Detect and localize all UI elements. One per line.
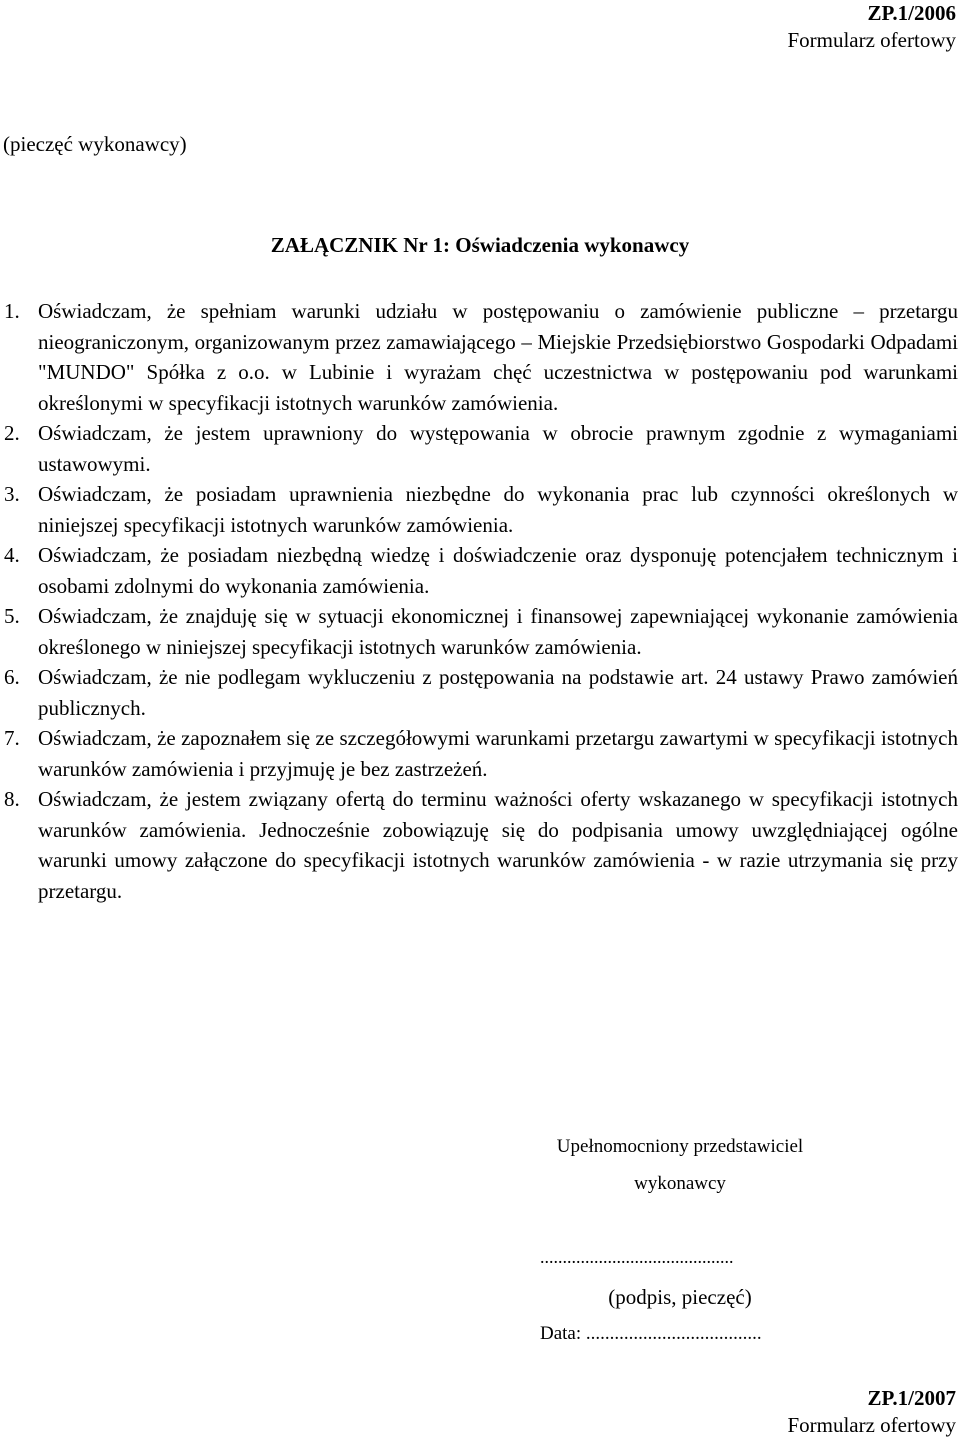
statement-item [4, 479, 958, 540]
statement-number: 2. [4, 421, 20, 445]
signatory-role-line1: Upełnomocniony przedstawiciel [556, 1136, 804, 1157]
next-form-code: ZP.1/2007 [867, 1386, 956, 1410]
statement-text: Oświadczam, że jestem uprawniony do występowania w obrocie prawnym zgodnie z wymaganiami ustawowymi. [38, 421, 958, 476]
statement-text: Oświadczam, że jestem związany ofertą do terminu ważności oferty wskazanego w specyfikacji istotnych warunków zamówienia. Jednocześnie zobowiązuję się do podpisania umowy uwzględniającej ogólne warunki umowy załączone do specyfikacji istotnych warunków zamówienia - w razie utrzymania się przy przetargu. [38, 787, 958, 903]
statement-text: Oświadczam, że spełniam warunki udziału w postępowaniu o zamówienie publiczne – przetargu nieograniczonym, organizowanym przez zamawiającego – Miejskie Przedsiębiorstwo Gospodarki Odpadami "MUNDO" Spółka z o.o. w Lubinie i wyrażam chęć uczestnictwa w postępowaniu pod warunkami określonymi w specyfikacji istotnych warunków zamówienia. [38, 299, 958, 415]
statement-number: 3. [4, 482, 20, 506]
statement-number: 6. [4, 665, 20, 689]
statement-text: Oświadczam, że posiadam uprawnienia niezbędne do wykonania prac lub czynności określonych w niniejszej specyfikacji istotnych warunków zamówienia. [38, 482, 958, 537]
statement-item [4, 540, 958, 601]
statement-item [4, 601, 958, 662]
statement-text: Oświadczam, że znajduję się w sytuacji ekonomicznej i finansowej zapewniającej wykonanie zamówienia określonego w niniejszej specyfikacji istotnych warunków zamówienia. [38, 604, 958, 659]
statement-number: 7. [4, 726, 20, 750]
statements-list [4, 296, 958, 906]
date-line: Data: ..................................... [540, 1323, 762, 1344]
statement-item [4, 418, 958, 479]
next-form-subtitle: Formularz ofertowy [787, 1413, 956, 1437]
statement-item [4, 723, 958, 784]
statement-number: 5. [4, 604, 20, 628]
signatory-role-line2: wykonawcy [634, 1173, 726, 1194]
form-subtitle: Formularz ofertowy [787, 28, 956, 52]
attachment-title: ZAŁĄCZNIK Nr 1: Oświadczenia wykonawcy [270, 233, 690, 257]
statement-text: Oświadczam, że nie podlegam wykluczeniu z postępowania na podstawie art. 24 ustawy Prawo zamówień publicznych. [38, 665, 958, 720]
form-code: ZP.1/2006 [867, 1, 956, 25]
page-footer [787, 1385, 956, 1439]
statement-text: Oświadczam, że posiadam niezbędną wiedzę i doświadczenie oraz dysponuję potencjałem technicznym i osobami zdolnymi do wykonania zamówienia. [38, 543, 958, 598]
statement-item [4, 296, 958, 418]
page-header [787, 0, 956, 54]
statement-item [4, 784, 958, 906]
statement-number: 8. [4, 787, 20, 811]
signature-caption: (podpis, pieczęć) [608, 1285, 752, 1309]
contractor-stamp-label: (pieczęć wykonawcy) [3, 132, 187, 156]
signature-line: ........................................... [540, 1247, 734, 1267]
statement-item [4, 662, 958, 723]
statement-number: 4. [4, 543, 20, 567]
statement-text: Oświadczam, że zapoznałem się ze szczegółowymi warunkami przetargu zawartymi w specyfikacji istotnych warunków zamówienia i przyjmuję je bez zastrzeżeń. [38, 726, 958, 781]
statement-number: 1. [4, 299, 20, 323]
